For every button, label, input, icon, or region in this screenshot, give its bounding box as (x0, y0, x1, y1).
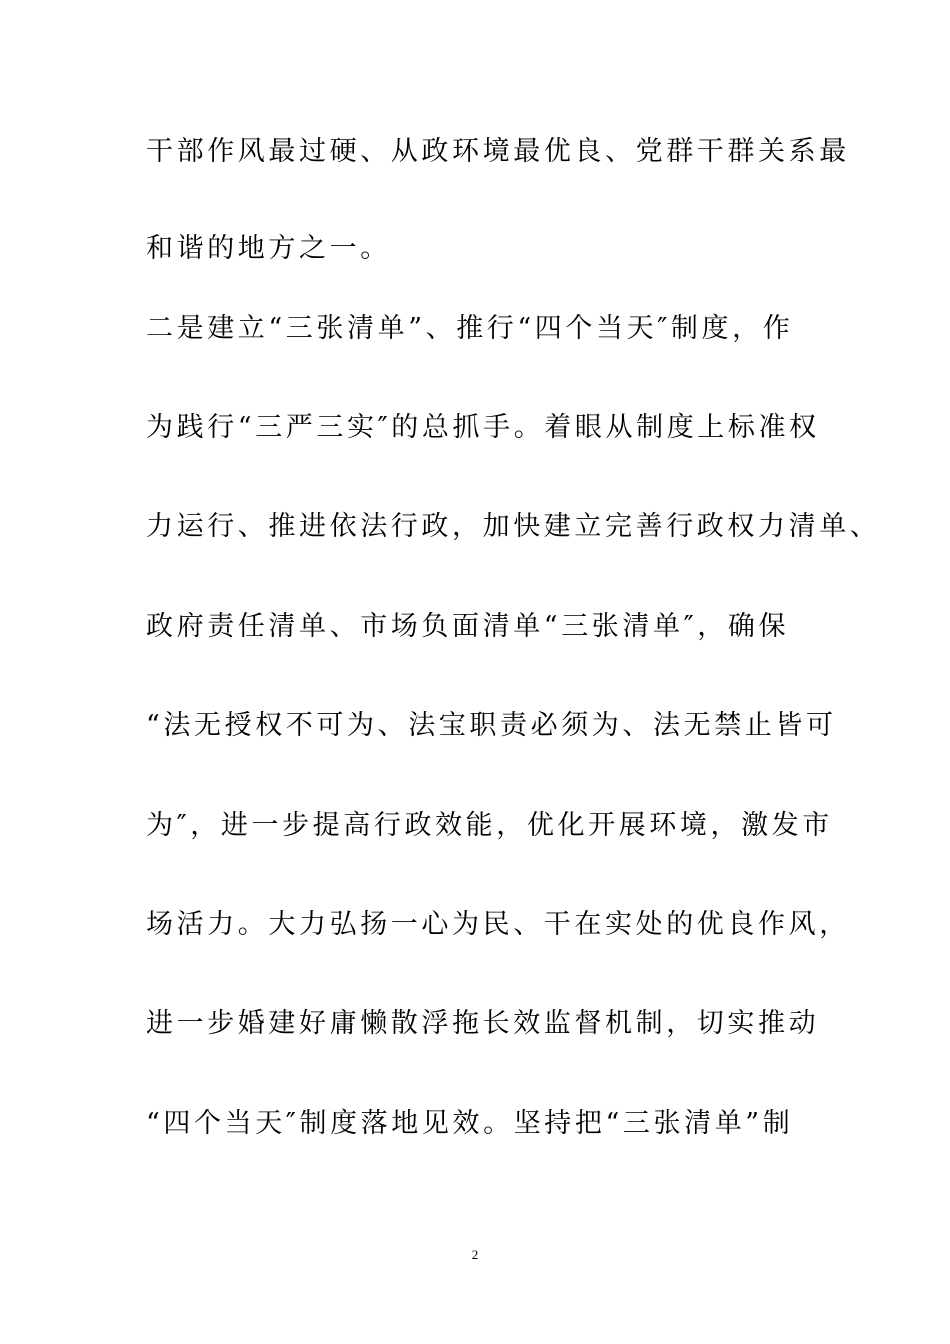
body-text-line: 政府责任清单、市场负面清单“三张清单″，确保 (146, 611, 790, 642)
body-text-line: “法无授权不可为、法宝职责必须为、法无禁止皆可 (146, 710, 837, 741)
body-text-line: “四个当天″制度落地见效。坚持把“三张清单”制 (146, 1108, 794, 1139)
body-text-line: 二是建立“三张清单”、推行“四个当天″制度，作 (146, 313, 794, 344)
body-text-line: 为践行“三严三实″的总抓手。着眼从制度上标准权 (146, 412, 820, 443)
body-text-line: 干部作风最过硬、从政环境最优良、党群干群关系最 (146, 136, 850, 167)
body-text-line: 进一步婚建好庸懒散浮拖长效监督机制，切实推动 (146, 1008, 820, 1039)
body-text-line: 场活力。大力弘扬一心为民、干在实处的优良作风， (146, 909, 850, 940)
body-text-line: 为″，进一步提高行政效能，优化开展环境，激发市 (146, 810, 833, 841)
body-text-line: 力运行、推进依法行政，加快建立完善行政权力清单、 (146, 511, 881, 542)
page-number: 2 (471, 1247, 479, 1262)
body-text-line: 和谐的地方之一。 (146, 233, 391, 264)
